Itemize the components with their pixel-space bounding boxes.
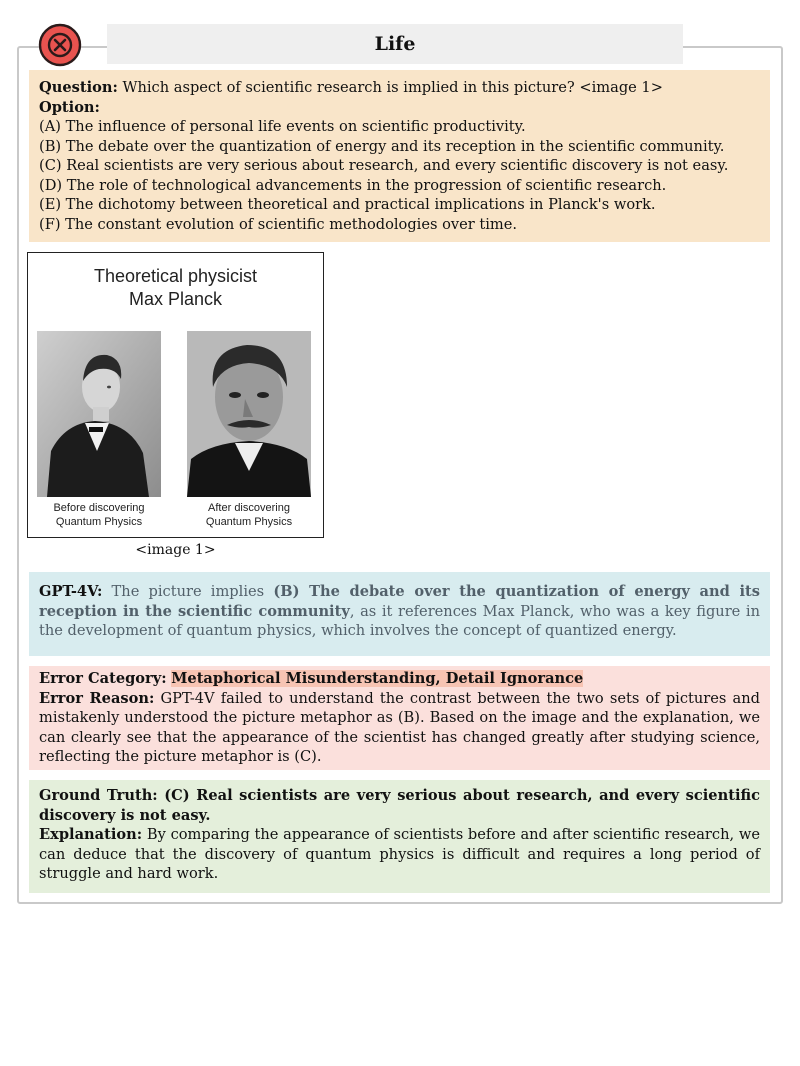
error-category-label: Error Category: bbox=[39, 670, 167, 687]
after-caption bbox=[179, 501, 319, 529]
error-box bbox=[29, 666, 770, 770]
error-category-value: Metaphorical Misunderstanding, Detail Ignorance bbox=[171, 670, 584, 687]
ground-truth-answer: Ground Truth: (C) Real scientists are very serious about research, and every scientific discovery is not easy. bbox=[39, 787, 760, 824]
option-c: (C) Real scientists are very serious about research, and every scientific discovery is not easy. bbox=[39, 157, 729, 174]
gpt-answer-box bbox=[29, 572, 770, 656]
gpt-label: GPT-4V: bbox=[39, 583, 103, 600]
question-text: Which aspect of scientific research is implied in this picture? <image 1> bbox=[117, 79, 663, 96]
option-e: (E) The dichotomy between theoretical and practical implications in Planck's work. bbox=[39, 196, 656, 213]
error-reason bbox=[39, 689, 760, 767]
x-circle-icon bbox=[38, 23, 82, 67]
before-caption bbox=[29, 501, 169, 529]
figure-label: <image 1> bbox=[135, 542, 216, 558]
figure-image bbox=[27, 252, 324, 538]
figure-title-line1: Theoretical physicist bbox=[93, 266, 258, 286]
question-line bbox=[39, 78, 760, 98]
error-reason-text: GPT-4V failed to understand the contrast between the two sets of pictures and mistakenly understood the picture metaphor as (B). Based on the image and the explanation, we can clearly see that the appearance of the scientist has changed greatly after studying science, reflecting the picture metaphor is (C). bbox=[39, 689, 760, 765]
explanation bbox=[39, 825, 760, 884]
error-reason-label: Error Reason: bbox=[39, 689, 155, 707]
gpt-bold-answer: (B) The debate over the quantization of energy and its reception in the scientific community bbox=[39, 583, 760, 620]
old-planck-photo bbox=[187, 331, 311, 497]
option-label: Option: bbox=[39, 98, 100, 116]
page-title bbox=[107, 24, 683, 64]
option-a: (A) The influence of personal life events on scientific productivity. bbox=[39, 118, 526, 135]
error-category-line bbox=[39, 669, 760, 689]
question-box bbox=[29, 70, 770, 242]
option-b: (B) The debate over the quantization of energy and its reception in the scientific community. bbox=[39, 137, 725, 155]
before-caption-line2: Quantum Physics bbox=[55, 516, 143, 528]
after-caption-line2: Quantum Physics bbox=[205, 516, 293, 528]
question-label: Question: bbox=[39, 79, 118, 96]
page-title-text: Life bbox=[374, 33, 416, 55]
explanation-label: Explanation: bbox=[39, 826, 143, 843]
after-caption-line1: After discovering bbox=[208, 502, 290, 514]
explanation-text: By comparing the appearance of scientists before and after scientific research, we can deduce that the discovery of quantum physics is difficult and requires a long period of struggle and hard work. bbox=[39, 826, 760, 882]
gpt-post: , as it references Max Planck, who was a key figure in the development of quantum physics, which involves the concept of quantized energy. bbox=[39, 602, 761, 639]
option-f: (F) The constant evolution of scientific methodologies over time. bbox=[39, 215, 518, 233]
figure-title bbox=[28, 265, 323, 311]
figure-title-line2: Max Planck bbox=[128, 289, 223, 309]
option-d: (D) The role of technological advancements in the progression of scientific research. bbox=[39, 176, 667, 194]
young-planck-photo bbox=[37, 331, 161, 497]
ground-truth-box bbox=[29, 780, 770, 893]
before-caption-line1: Before discovering bbox=[53, 502, 145, 514]
gpt-pre: The picture implies bbox=[102, 583, 274, 600]
